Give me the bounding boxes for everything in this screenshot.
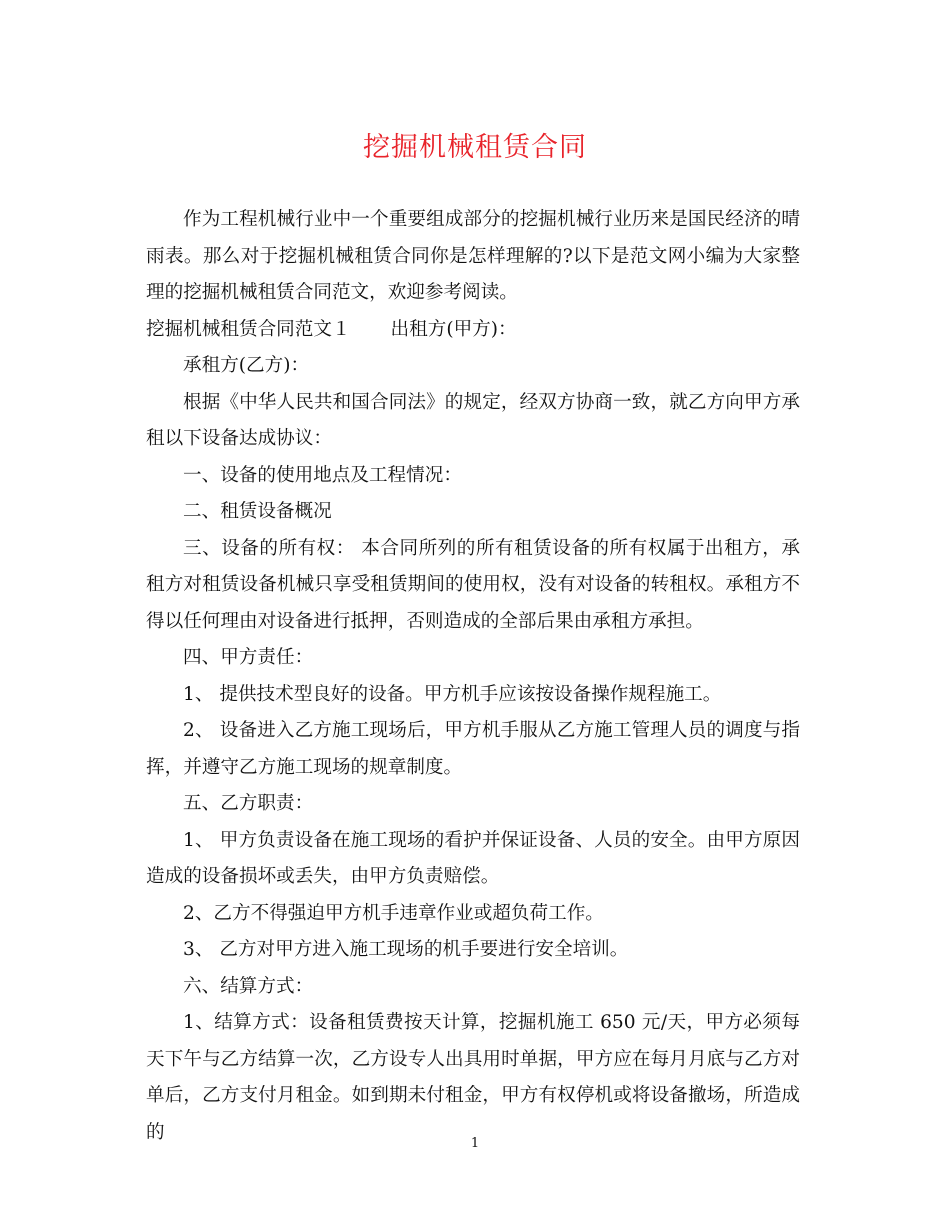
intro-paragraph: 作为工程机械行业中一个重要组成部分的挖掘机械行业历来是国民经济的晴雨表。那么对于挖掘机械租赁合同你是怎样理解的?以下是范文网小编为大家整理的挖掘机械租赁合同范文，欢迎参考阅读。 <box>146 209 800 303</box>
lessor-label: 出租方(甲方)： <box>390 318 517 340</box>
section-3-paragraph: 三、设备的所有权： 本合同所列的所有租赁设备的所有权属于出租方，承租方对租赁设备机械只享受租赁期间的使用权，没有对设备的转租权。承租方不得以任何理由对设备进行抵押，否则造成的全部后果由承租方承担。 <box>146 537 800 632</box>
section-5-item-1: 1、 甲方负责设备在施工现场的看护并保证设备、人员的安全。由甲方原因造成的设备损坏或丢失，由甲方负责赔偿。 <box>146 829 800 887</box>
preamble-paragraph: 根据《中华人民共和国合同法》的规定，经双方协商一致，就乙方向甲方承租以下设备达成协议： <box>146 391 800 449</box>
sample-heading: 挖掘机械租赁合同范文１ <box>146 318 351 340</box>
section-4-heading: 四、甲方责任： <box>183 647 314 668</box>
lessee-label: 承租方(乙方)： <box>183 355 310 376</box>
section-5-item-3: 3、 乙方对甲方进入施工现场的机手要进行安全培训。 <box>183 939 629 960</box>
section-4-item-1: 1、 提供技术型良好的设备。甲方机手应该按设备操作规程施工。 <box>183 683 722 705</box>
section-6-heading: 六、结算方式： <box>183 975 314 997</box>
document-title: 挖掘机械租赁合同 <box>363 132 587 163</box>
document-body <box>146 202 800 1151</box>
section-5-item-2: 2、乙方不得强迫甲方机手违章作业或超负荷工作。 <box>183 902 604 924</box>
section-4-item-2: 2、 设备进入乙方施工现场后，甲方机手服从乙方施工管理人员的调度与指挥，并遵守乙方施工现场的规章制度。 <box>146 720 800 778</box>
section-1-heading: 一、设备的使用地点及工程情况： <box>183 464 462 486</box>
page-number: 1 <box>470 1136 480 1151</box>
sample-heading-line <box>146 312 800 349</box>
section-6-item-1: 1、结算方式：设备租赁费按天计算，挖掘机施工 650 元/天，甲方必须每天下午与乙方结算一次，乙方设专人出具用时单据，甲方应在每月月底与乙方对单后，乙方支付月租金。如到期未付租金，甲方有权停机或将设备撤场，所造成的 <box>146 1012 800 1143</box>
section-5-heading: 五、乙方职责： <box>183 793 314 814</box>
section-2-heading: 二、租赁设备概况 <box>183 501 332 522</box>
